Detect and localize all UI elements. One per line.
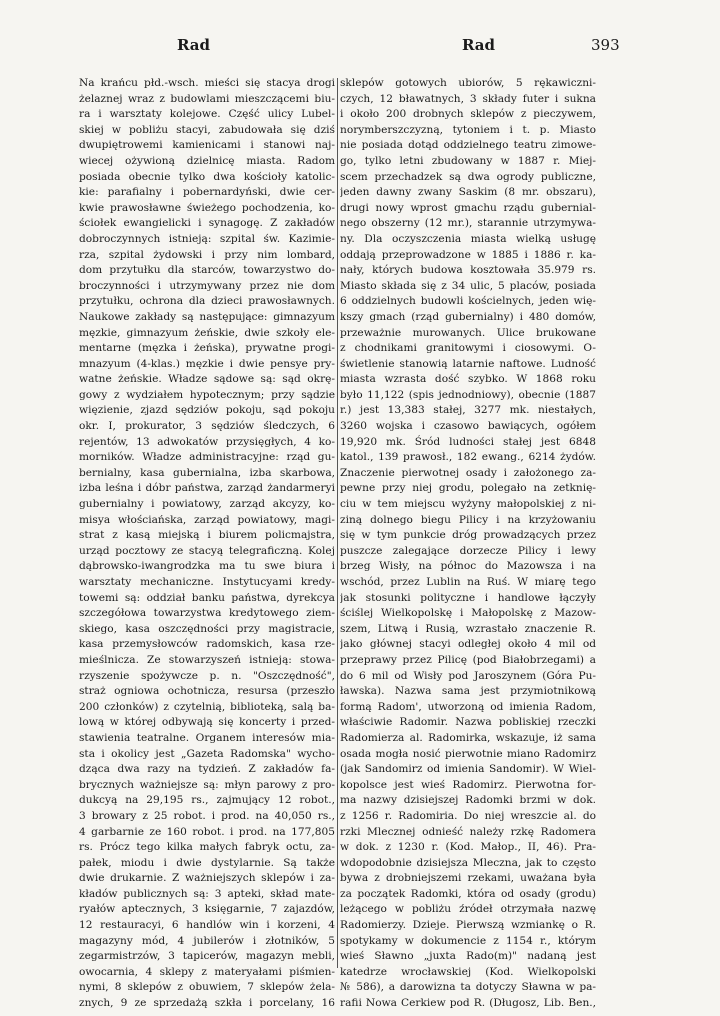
text-line: lową w której odbywają się koncerty i przed- bbox=[79, 716, 335, 729]
text-line: się w tym punkcie dróg prowadzących przez bbox=[340, 529, 596, 542]
text-line: r.) jest 13,383 stałej, 3277 mk. niestałych, bbox=[340, 404, 596, 417]
text-line: wiecej ożywioną dzielnicę miasta. Radom bbox=[79, 154, 335, 167]
text-line: nie posiada dotąd oddzielnego teatru zimowe- bbox=[340, 139, 596, 152]
text-line: nymi, 8 sklepów z obuwiem, 7 sklepów żela- bbox=[79, 981, 335, 994]
text-line: strat z kasą miejską i biurem policmajstra, bbox=[79, 529, 335, 542]
text-line: scem przechadzek są dwa ogrody publiczne, bbox=[340, 170, 596, 183]
text-line: świetlenie stanowią latarnie naftowe. Ludność bbox=[340, 357, 596, 370]
text-line: przeprawy przez Pilicę (pod Białobrzegami) a bbox=[340, 653, 596, 666]
text-line: rafii Nowa Cerkiew pod R. (Długosz, Lib. Ben., bbox=[340, 997, 596, 1010]
text-line: gubernialny i powiatowy, zarząd akcyzy, ko- bbox=[79, 498, 335, 511]
text-line: było 11,122 (spis jednodniowy), obecnie (1887 bbox=[340, 388, 596, 401]
text-line: Radomierzy. Dzieje. Pierwszą wzmiankę o R. bbox=[340, 919, 596, 932]
text-line: z 1256 r. Radomiria. Do niej wreszcie al. do bbox=[340, 809, 596, 822]
text-line: mnazyum (4-klas.) męzkie i dwie pensye pry- bbox=[79, 357, 335, 370]
text-line: misya włościańska, zarząd powiatowy, magi- bbox=[79, 513, 335, 526]
text-line: morników. Władze administracyjne: rząd gu- bbox=[79, 451, 335, 464]
text-line: ściślej Wielkopolskę i Małopolskę z Mazow- bbox=[340, 607, 596, 620]
text-line: Miasto składa się z 34 ulic, 5 placów, posiada bbox=[340, 279, 596, 292]
text-line: kasa przemysłowców radomskich, kasa rze- bbox=[79, 638, 335, 651]
text-line: z chodnikami granitowymi i ciosowymi. O- bbox=[340, 342, 596, 355]
text-line: szczegółowa towarzystwa kredytowego ziem- bbox=[79, 607, 335, 620]
text-line: ziną dolnego biegu Pilicy i na krzyżowaniu bbox=[340, 513, 596, 526]
text-line: męzkie, gimnazyum żeńskie, dwie szkoły ele- bbox=[79, 326, 335, 339]
text-line: straż ogniowa ochotnicza, resursa (przeszło bbox=[79, 685, 335, 698]
text-line: przytułku, ochrona dla dzieci prawosławnych. bbox=[79, 295, 335, 308]
text-line: jako głównej stacyi odległej około 4 mil od bbox=[340, 638, 596, 651]
running-head-right: Rad bbox=[462, 36, 496, 54]
text-line: rs. Prócz tego kilka małych fabryk octu, za- bbox=[79, 841, 335, 854]
text-line: spotykamy w dokumencie z 1154 r., którym bbox=[340, 934, 596, 947]
text-line: Na krańcu płd.-wsch. mieści się stacya drogi bbox=[79, 77, 335, 89]
text-line: kie: parafialny i pobernardyński, dwie cer- bbox=[79, 186, 335, 199]
text-line: dobroczynnych istnieją: szpital św. Kazimie- bbox=[79, 232, 335, 245]
running-head-left: Rad bbox=[177, 36, 211, 54]
text-line: więzienie, zjazd sędziów pokoju, sąd pokoju bbox=[79, 404, 335, 417]
text-line: dom przytułku dla starców, towarzystwo do- bbox=[79, 264, 335, 277]
text-line: 200 członków) z czytelnią, biblioteką, salą ba- bbox=[79, 700, 335, 713]
text-line: warsztaty mechaniczne. Instytucyami kredy- bbox=[79, 576, 335, 588]
text-line: rza, szpital żydowski i przy nim lombard, bbox=[79, 248, 335, 261]
text-line: norymberszczyzną, tytoniem i t. p. Miasto bbox=[340, 123, 596, 136]
text-line: sklepów gotowych ubiorów, 5 rękawiczni- bbox=[340, 77, 596, 89]
text-line: ściołek ewangielicki i synagogę. Z zakładów bbox=[79, 217, 335, 230]
text-line: nego obszerny (12 mr.), starannie utrzymywa- bbox=[340, 217, 596, 230]
text-line: sta i okolicy jest „Gazeta Radomska" wycho- bbox=[79, 747, 335, 760]
text-line: gowy z wydziałem hypotecznym; przy sądzie bbox=[79, 388, 335, 401]
text-line: mieślnicza. Ze stowarzyszeń istnieją: stowa- bbox=[79, 653, 335, 666]
text-line: rzki Mlecznej odnieść należy rzkę Radomera bbox=[340, 825, 596, 838]
text-line: leżącego w pobliżu źródeł otrzymała nazwę bbox=[340, 903, 596, 916]
text-line: izba leśna i dóbr państwa, zarząd żandarmeryi bbox=[79, 482, 335, 495]
text-line: posiada obecnie tylko dwa kościoły katolic- bbox=[79, 170, 335, 183]
text-line: osada mogła nosić pierwotnie miano Radomirz bbox=[340, 747, 596, 760]
text-line: szem, Litwą i Rusią, wzrastało znaczenie R. bbox=[340, 622, 596, 635]
text-line: 3 browary z 25 robot. i prod. na 40,050 rs., bbox=[79, 809, 335, 822]
text-line: za początek Radomki, która od osady (grodu) bbox=[340, 887, 596, 900]
text-line: brzeg Wisły, na północ do Mazowsza i na bbox=[340, 560, 596, 573]
text-line: urząd pocztowy ze stacyą telegraficzną. Kolej bbox=[79, 544, 335, 557]
text-line: watne żeńskie. Władze sądowe są: sąd okrę- bbox=[79, 373, 335, 386]
text-line: puszcze zalegające dorzecze Pilicy i lewy bbox=[340, 544, 596, 557]
text-line: go, tylko letni zbudowany w 1887 r. Miej- bbox=[340, 154, 596, 167]
text-line: dąbrowsko-iwangrodzka ma tu swe biura i bbox=[79, 560, 335, 573]
text-line: dwupiętrowemi kamienicami i stanowi naj- bbox=[79, 139, 335, 152]
text-line: bernialny, kasa gubernialna, izba skarbowa, bbox=[79, 466, 335, 479]
text-line: 19,920 mk. Śród ludności stałej jest 6848 bbox=[340, 435, 596, 448]
text-line: Naukowe zakłady są następujące: gimnazyum bbox=[79, 310, 335, 323]
text-line: w dok. z 1230 r. (Kod. Małop., II, 46). Pra- bbox=[340, 841, 596, 854]
text-line: ny. Dla oczyszczenia miasta wielką usługę bbox=[340, 232, 596, 245]
text-line: Znaczenie pierwotnej osady i założonego za- bbox=[340, 466, 596, 479]
text-line: ławska). Nazwa sama jest przymiotnikową bbox=[340, 685, 596, 698]
text-line: zegarmistrzów, 3 tapicerów, magazyn mebli, bbox=[79, 950, 335, 963]
text-line: wschód, przez Lublin na Ruś. W miarę tego bbox=[340, 576, 596, 588]
text-line: ra i warsztaty kolejowe. Część ulicy Lubel- bbox=[79, 108, 335, 121]
text-line: mentarne (męzka i żeńska), prywatne progi- bbox=[79, 342, 335, 355]
text-line: ma nazwy dzisiejszej Radomki brzmi w dok. bbox=[340, 794, 596, 807]
text-line: do 6 mil od Wisły pod Jaroszynem (Góra Pu- bbox=[340, 669, 596, 682]
text-line: kopolsce jest wieś Radomirz. Pierwotna for- bbox=[340, 778, 596, 791]
text-line: bywa z drobniejszemi rzekami, uważana była bbox=[340, 872, 596, 885]
text-line: (jak Sandomirz od imienia Sandomir). W Wiel- bbox=[340, 763, 596, 776]
text-line: drugi nowy wprost gmachu rządu gubernial- bbox=[340, 201, 596, 214]
text-line: katedrze wrocławskiej (Kod. Wielkopolski bbox=[340, 965, 596, 978]
right-text-column bbox=[340, 76, 596, 1012]
text-line: Radomierza al. Radomirka, wskazuje, iż sama bbox=[340, 731, 596, 744]
text-line: № 586), a darowizna ta dotyczy Sławna w pa- bbox=[340, 981, 596, 994]
text-line: magazyny mód, 4 jubilerów i złotników, 5 bbox=[79, 934, 335, 947]
text-line: jeden dawny zwany Saskim (8 mr. obszaru), bbox=[340, 186, 596, 199]
text-line: czych, 12 bławatnych, 3 składy futer i sukna bbox=[340, 92, 596, 105]
page-number: 393 bbox=[591, 36, 620, 54]
text-line: rejentów, 13 adwokatów przysięgłych, 4 ko- bbox=[79, 435, 335, 448]
text-line: 3260 wojska i czasowo bawiących, ogółem bbox=[340, 420, 596, 433]
text-line: wdopodobnie dzisiejsza Mleczna, jak to często bbox=[340, 856, 596, 869]
text-line: formą Radom', utworzoną od imienia Radom, bbox=[340, 700, 596, 713]
text-line: dwie drukarnie. Z ważniejszych sklepów i za- bbox=[79, 872, 335, 885]
running-head bbox=[0, 36, 720, 58]
text-line: owocarnia, 4 sklepy z materyałami piśmien- bbox=[79, 965, 335, 978]
text-line: żelaznej wraz z budowlami mieszczącemi biu- bbox=[79, 92, 335, 105]
text-line: i około 200 drobnych sklepów z pieczywem, bbox=[340, 108, 596, 121]
text-line: właściwie Radomir. Nazwa pobliskiej rzeczki bbox=[340, 716, 596, 729]
text-line: pewne przy niej grodu, polegało na zetknię- bbox=[340, 482, 596, 495]
text-line: okr. I, prokurator, 3 sędziów śledczych, 6 bbox=[79, 420, 335, 433]
left-text-column bbox=[79, 76, 335, 1012]
text-line: ciu w tem miejscu wyżyny małopolskiej z ni- bbox=[340, 498, 596, 511]
text-line: ryałów aptecznych, 3 księgarnie, 7 zajazdów, bbox=[79, 903, 335, 916]
text-line: 4 garbarnie ze 160 robot. i prod. na 177,805 bbox=[79, 825, 335, 838]
column-divider bbox=[337, 78, 338, 968]
text-line: dząca dwa razy na tydzień. Z zakładów fa- bbox=[79, 763, 335, 776]
text-line: rzyszenie spożywcze p. n. "Oszczędność", bbox=[79, 669, 335, 682]
text-line: broczynności i utrzymywany przez nie dom bbox=[79, 279, 335, 292]
text-line: przeważnie murowanych. Ulice brukowane bbox=[340, 326, 596, 339]
text-line: znych, 9 ze sprzedażą szkła i porcelany, 16 bbox=[79, 997, 335, 1010]
text-line: kwie prawosławne świeżego pochodzenia, ko- bbox=[79, 201, 335, 214]
text-line: dukcyą na 29,195 rs., zajmujący 12 robot., bbox=[79, 794, 335, 807]
text-line: nały, których budowa kosztowała 35.979 rs. bbox=[340, 264, 596, 277]
text-line: oddają przeprowadzone w 1885 i 1886 r. ka- bbox=[340, 248, 596, 261]
text-line: kładów publicznych są: 3 apteki, skład mate- bbox=[79, 887, 335, 900]
text-line: jak stosunki polityczne i handlowe łączyły bbox=[340, 591, 596, 604]
text-line: 6 oddzielnych budowli kościelnych, jeden wię- bbox=[340, 295, 596, 308]
text-line: 12 restauracyi, 6 handlów win i korzeni, 4 bbox=[79, 919, 335, 932]
text-line: pałek, miodu i dwie dystylarnie. Są także bbox=[79, 856, 335, 869]
text-line: skiej w pobliżu stacyi, zabudowała się dziś bbox=[79, 123, 335, 136]
text-line: kszy gmach (rząd gubernialny) i 480 domów, bbox=[340, 310, 596, 323]
text-line: brycznych ważniejsze są: młyn parowy z pro- bbox=[79, 778, 335, 791]
text-line: miasta wzrasta dość szybko. W 1868 roku bbox=[340, 373, 596, 386]
text-line: stawienia teatralne. Organem interesów mia- bbox=[79, 731, 335, 744]
text-line: katol., 139 prawosł., 182 ewang., 6214 żydów. bbox=[340, 451, 596, 464]
text-line: towemi są: oddział banku państwa, dyrekcya bbox=[79, 591, 335, 604]
text-line: wieś Sławno „juxta Rado(m)" nadaną jest bbox=[340, 950, 596, 963]
text-line: skiego, kasa oszczędności przy magistracie, bbox=[79, 622, 335, 635]
